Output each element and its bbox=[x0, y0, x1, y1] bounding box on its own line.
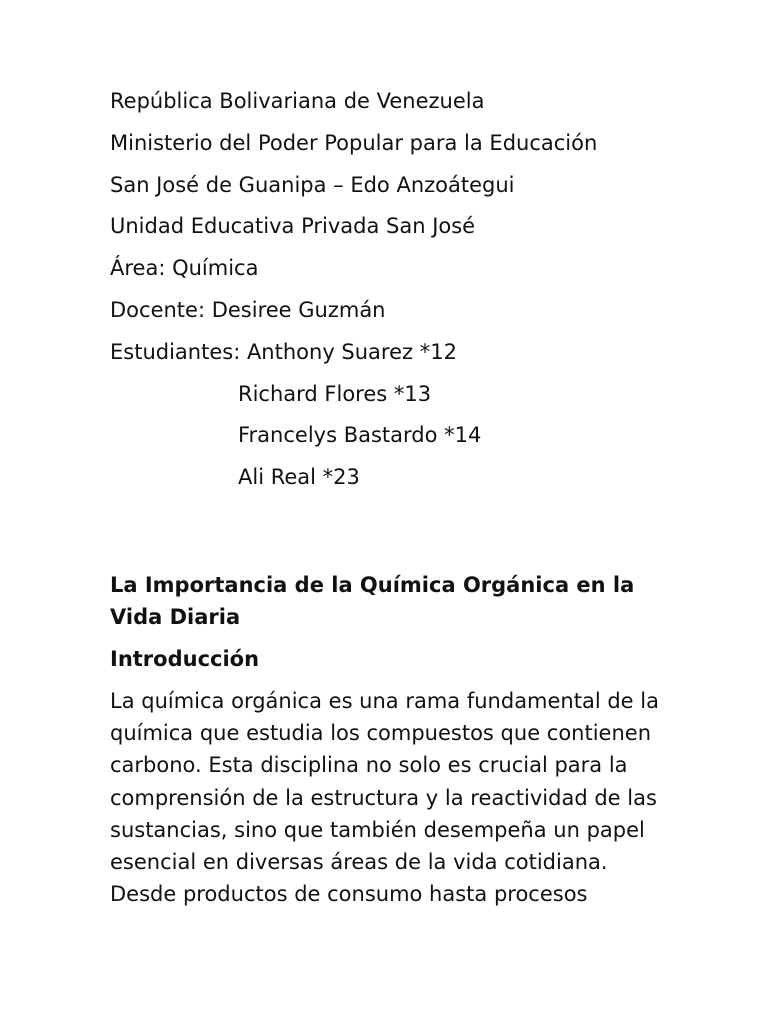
area-line: Área: Química bbox=[110, 256, 259, 281]
student-item: Richard Flores *13 bbox=[238, 381, 432, 406]
section-heading: Introducción bbox=[110, 646, 260, 671]
teacher-line: Docente: Desiree Guzmán bbox=[110, 297, 386, 322]
document-title: La Importancia de la Química Orgánica en la Vida Diaria bbox=[110, 572, 635, 629]
country-line: República Bolivariana de Venezuela bbox=[110, 89, 485, 113]
spacer bbox=[110, 502, 670, 569]
ministry-line: Ministerio del Poder Popular para la Educación bbox=[110, 130, 598, 155]
document-page bbox=[110, 84, 670, 910]
students-line: Estudiantes: Anthony Suarez *12 bbox=[110, 339, 457, 364]
location-line: San José de Guanipa – Edo Anzoátegui bbox=[110, 172, 515, 197]
student-item: Ali Real *23 bbox=[238, 465, 360, 490]
school-line: Unidad Educativa Privada San José bbox=[110, 214, 476, 239]
intro-paragraph: La química orgánica es una rama fundamental de la química que estudia los compuestos que contienen carbono. Esta disciplina no solo es crucial para la comprensión de la estructura y la reactividad de las sustancias, sino que también desempeña un papel esencial en diversas áreas de la vida cotidiana. Desde productos de consumo hasta procesos bbox=[110, 688, 659, 907]
student-item: Francelys Bastardo *14 bbox=[238, 423, 482, 448]
